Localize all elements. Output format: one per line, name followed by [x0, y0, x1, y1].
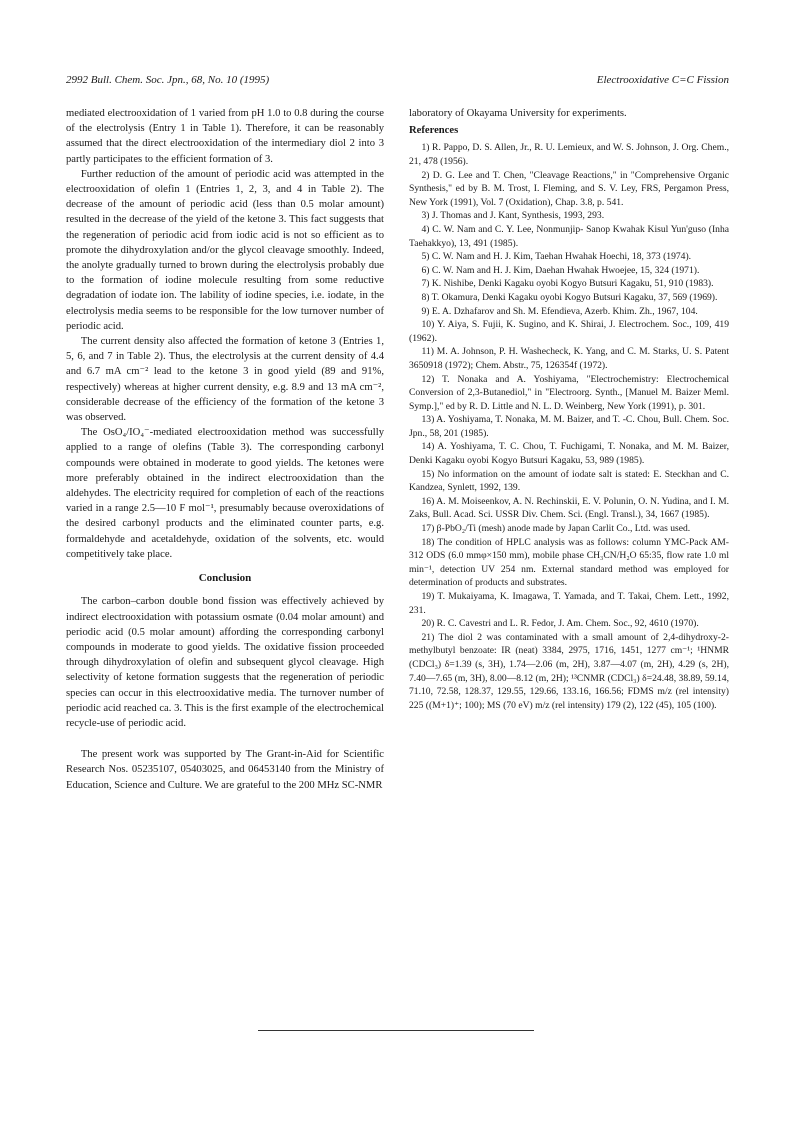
acknowledgment: The present work was supported by The Grant-in-Aid for Scientific Research Nos. 05235107, 05403025, and 06453140 from the Ministry of Education, Science and Culture. We are grateful to the 200 MHz SC-NMR	[66, 749, 384, 791]
reference-item: 10) Y. Aiya, S. Fujii, K. Sugino, and K. Shirai, J. Electrochem. Soc., 109, 419 (1962).	[409, 319, 729, 344]
acknowledgment-continued: laboratory of Okayama University for experiments.	[409, 108, 627, 119]
paragraph: The carbon–carbon double bond fission was effectively achieved by indirect electrooxidation with potassium osmate (0.04 molar amount) and periodic acid (0.5 molar amount) affording the corresponding carbonyl compounds in moderate to good yields. The oxidative fission proceeded through dihydroxylation of olefin and subsequent glycol cleavage. High selectivity of ketone formation suggests that the regeneration of periodic species can occur in this electrooxidative media. The turnover number of periodic acid reached ca. 3. This is the first example of the electrochemical recycle-use of periodic acid.	[66, 596, 384, 729]
reference-item: 18) The condition of HPLC analysis was as follows: column YMC-Pack AM-312 ODS (6.0 mmφ×150 mm), mobile phase CH₃CN/H₂O 65:35, flow rate 1.0 ml min⁻¹, detection UV 254 nm. External standard method was employed for determination of products and substrates.	[409, 536, 729, 589]
references-heading: References	[409, 125, 459, 137]
paragraph: mediated electrooxidation of 1 varied from pH 1.0 to 0.8 during the course of the electrolysis (Entry 1 in Table 1). Therefore, it can be reasonably assumed that the direct electrooxidation of the intermediary diol 2 into 3 partly participates to the efficient formation of 3.	[66, 108, 384, 165]
reference-item: 21) The diol 2 was contaminated with a small amount of 2,4-dihydroxy-2-methylbutyl benzoate: IR (neat) 3384, 2975, 1716, 1451, 1277 cm⁻¹; ¹HNMR (CDCl₃) δ=1.39 (s, 3H), 1.74—2.06 (m, 2H), 3.87—4.07 (m, 2H), 4.29 (s, 2H), 7.40—7.65 (m, 3H), 8.00—8.12 (m, 2H); ¹³CNMR (CDCl₃) δ=24.48, 38.89, 59.14, 71.10, 72.58, 128.37, 129.55, 129.66, 133.16, 166.56; FDMS m/z (rel intensity) 225 ((M+1)⁺; 100); MS (70 eV) m/z (rel intensity) 179 (2), 122 (45), 105 (100).	[409, 631, 729, 711]
reference-item: 16) A. M. Moiseenkov, A. N. Rechinskii, E. V. Polunin, O. N. Yudina, and I. M. Zaks, Bull. Acad. Sci. USSR Div. Chem. Sci. (Engl. Transl.), 34, 1667 (1985).	[409, 495, 729, 521]
reference-item: 20) R. C. Cavestri and L. R. Fedor, J. Am. Chem. Soc., 92, 4610 (1970).	[421, 618, 699, 630]
reference-item: 15) No information on the amount of iodate salt is stated: E. Steckhan and C. Kandzea, Synlett, 1992, 139.	[409, 468, 729, 494]
right-column	[409, 106, 729, 712]
reference-item: 17) β-PbO₂/Ti (mesh) anode made by Japan Carlit Co., Ltd. was used.	[421, 523, 691, 535]
reference-item: 3) J. Thomas and J. Kant, Synthesis, 1993, 293.	[421, 210, 605, 222]
paragraph: Further reduction of the amount of periodic acid was attempted in the electrooxidation of olefin 1 (Entries 1, 2, 3, and 4 in Table 2). The decrease of the amount of periodic acid (less than 0.5 molar amount) resulted in the decrease of the yield of the ketone 3. This fact suggests that the regeneration of periodic acid from iodic acid is not so efficient as to promote the dihydroxylation and/or the glycol cleavage smoothly. Indeed, the anolyte gradually turned to brown during the electrolysis probably due to the formation of iodine molecule resulting from some reductive degradation of iodate ion. The lability of iodine species, i.e. iodate, in the electrolysis media seems to be responsible for the low turnover number of periodic acid.	[66, 168, 384, 332]
reference-item: 8) T. Okamura, Denki Kagaku oyobi Kogyo Butsuri Kagaku, 37, 569 (1969).	[421, 291, 718, 303]
running-title: Electrooxidative C=C Fission	[596, 74, 729, 86]
reference-item: 14) A. Yoshiyama, T. C. Chou, T. Fuchigami, T. Nonaka, and M. M. Baizer, Denki Kagaku oyobi Kogyo Butsuri Kagaku, 53, 989 (1985).	[409, 441, 729, 467]
reference-item: 4) C. W. Nam and C. Y. Lee, Nonmunjip- Sanop Kwahak Kisul Yun'guso (Inha Taehakkyo), 13, 491 (1985).	[409, 223, 729, 249]
reference-item: 11) M. A. Johnson, P. H. Washecheck, K. Yang, and C. M. Starks, U. S. Patent 3650918 (1972); Chem. Abstr., 75, 126354f (1972).	[409, 346, 729, 371]
journal-citation: 2992 Bull. Chem. Soc. Jpn., 68, No. 10 (1995)	[66, 74, 270, 86]
reference-item: 13) A. Yoshiyama, T. Nonaka, M. M. Baizer, and T. -C. Chou, Bull. Chem. Soc. Jpn., 58, 201 (1985).	[409, 414, 729, 439]
reference-item: 12) T. Nonaka and A. Yoshiyama, "Electrochemistry: Electrochemical Conversion of 2,3-Butanediol," in "Electroorg. Synth., [Manuel M. Baizer Meml. Symp.]," ed by R. D. Little and N. L. D. Weinberg, New York (1991), p. 301.	[409, 373, 729, 412]
reference-item: 1) R. Pappo, D. S. Allen, Jr., R. U. Lemieux, and W. S. Johnson, J. Org. Chem., 21, 478 (1956).	[409, 142, 729, 167]
reference-item: 9) E. A. Dzhafarov and Sh. M. Efendieva, Azerb. Khim. Zh., 1967, 104.	[421, 305, 698, 317]
reference-item: 19) T. Mukaiyama, K. Imagawa, T. Yamada, and T. Takai, Chem. Lett., 1992, 231.	[409, 591, 729, 616]
left-column	[66, 106, 384, 793]
end-rule	[258, 1030, 534, 1031]
reference-item: 2) D. G. Lee and T. Chen, "Cleavage Reactions," in "Comprehensive Organic Synthesis," ed by B. M. Trost, I. Fleming, and S. V. Ley, FRS, Pergamon Press, New York (1991), Vol. 7 (Oxidation), Chap. 3.8, p. 541.	[409, 169, 729, 208]
paragraph: The OsO₄/IO₄⁻-mediated electrooxidation method was successfully applied to a range of olefins (Table 3). The corresponding carbonyl compounds were obtained in moderate to good yields. The ketones were more preferably obtained in the indirect electrooxidation than the aldehydes. The electricity required for completion of each of the reactions varied in a range 2.5—10 F mol⁻¹, presumably because overoxidations of the desired carbonyl products and the eliminated counter parts, e.g. formaldehyde and acetaldehyde, oxidation of the solvents, etc. would competitively take place.	[66, 427, 384, 560]
paragraph: The current density also affected the formation of ketone 3 (Entries 1, 5, 6, and 7 in Table 2). Thus, the electrolysis at the current density of 4.4 and 6.7 mA cm⁻² lead to the ketone 3 in good yield (89 and 91%, respectively) whereas at higher current density, e.g. 8.9 and 13 mA cm⁻², considerable decrease of the efficiency of the formation of the ketone 3 was observed.	[66, 336, 384, 424]
running-header	[66, 74, 729, 90]
reference-list	[409, 141, 729, 712]
conclusion-heading: Conclusion	[198, 572, 252, 585]
reference-item: 7) K. Nishibe, Denki Kagaku oyobi Kogyo Butsuri Kagaku, 51, 910 (1983).	[421, 278, 714, 290]
reference-item: 5) C. W. Nam and H. J. Kim, Taehan Hwahak Hoechi, 18, 373 (1974).	[421, 251, 692, 263]
reference-item: 6) C. W. Nam and H. J. Kim, Daehan Hwahak Hwoejee, 15, 324 (1971).	[421, 264, 700, 276]
